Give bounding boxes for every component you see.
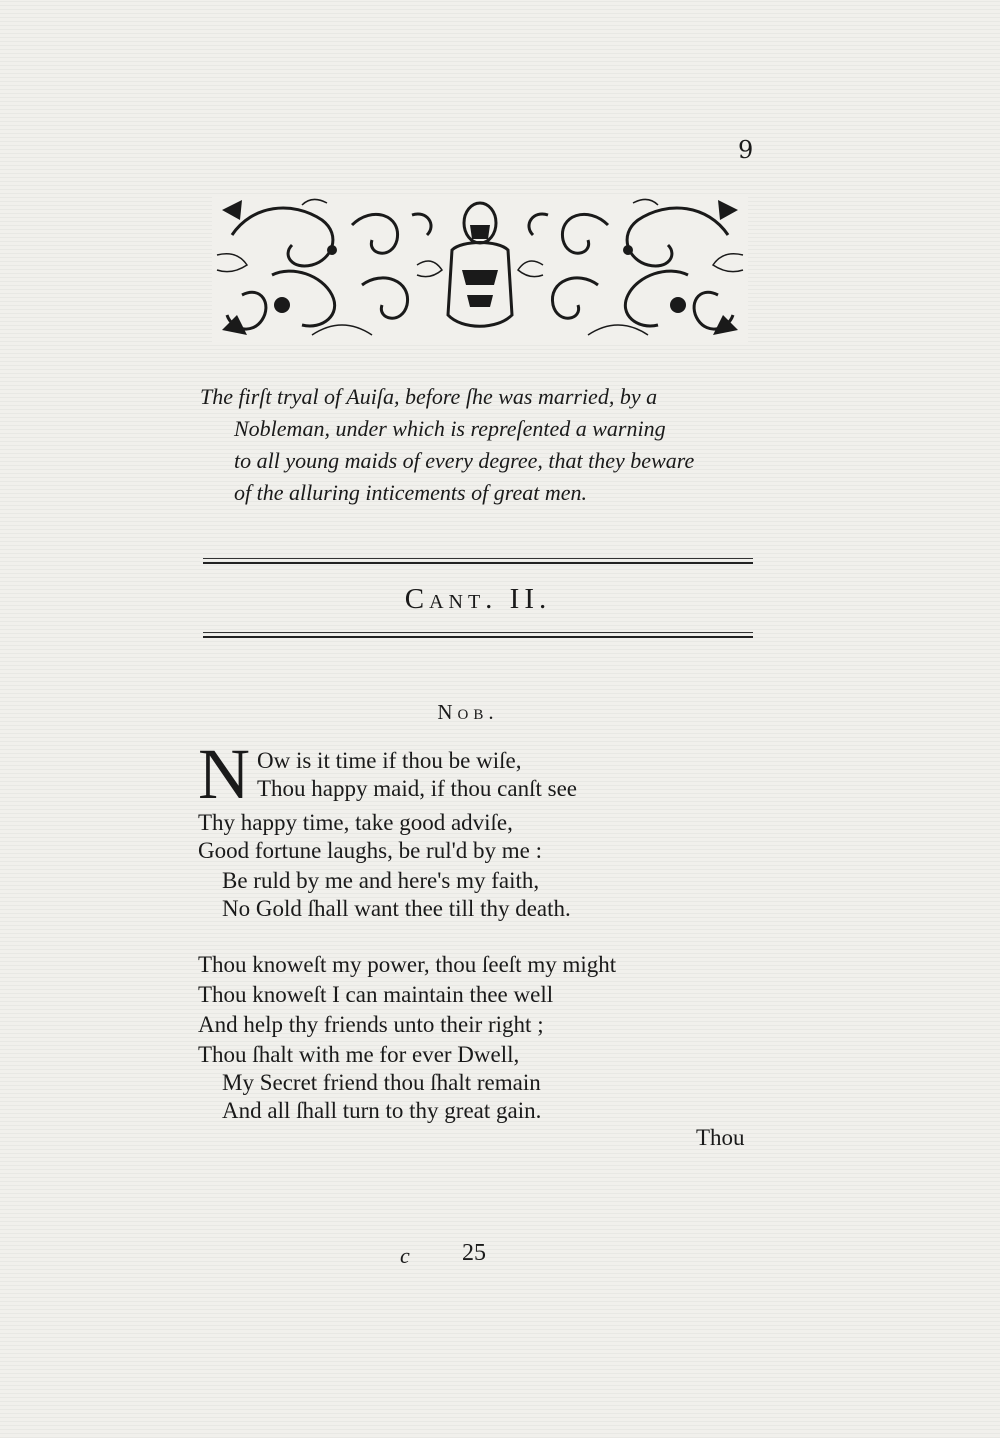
verse-line: And all ſhall turn to thy great gain. (222, 1098, 542, 1123)
argument-line: The firſt tryal of Auiſa, before ſhe was married, by a (200, 384, 658, 409)
verse-line: Good fortune laughs, be rul'd by me : (198, 838, 542, 863)
verse-line: No Gold ſhall want thee till thy death. (222, 896, 571, 921)
top-rule (203, 558, 753, 559)
woodcut-ornament-icon (212, 195, 748, 343)
verse-line: Thou ſhalt with me for ever Dwell, (198, 1042, 520, 1067)
page-number: 9 (738, 136, 754, 164)
argument-line: of the alluring inticements of great men. (234, 480, 587, 505)
signature-mark: c (400, 1243, 410, 1268)
folio-number: 25 (462, 1240, 486, 1266)
verse-line: My Secret friend thou ſhalt remain (222, 1070, 541, 1095)
verse-line: Thou happy maid, if thou canſt see (257, 776, 578, 801)
canto-heading: Cant. II. (404, 583, 552, 615)
speaker-heading: Nob. (437, 700, 499, 724)
verse-line: And help thy friends unto their right ; (198, 1012, 544, 1037)
bottom-rule (203, 632, 753, 633)
verse-line: Thy happy time, take good adviſe, (198, 810, 513, 835)
catchword: Thou (696, 1125, 745, 1150)
argument-line: to all young maids of every degree, that they beware (234, 448, 695, 473)
argument-line: Nobleman, under which is repreſented a warning (234, 416, 666, 441)
verse-line: Thou knoweſt I can maintain thee well (198, 982, 554, 1007)
drop-cap: N (198, 734, 250, 814)
verse-line: Ow is it time if thou be wiſe, (257, 748, 522, 773)
verse-line: Be ruld by me and here's my faith, (222, 868, 540, 893)
verse-line: Thou knoweſt my power, thou ſeeſt my might (198, 952, 617, 977)
